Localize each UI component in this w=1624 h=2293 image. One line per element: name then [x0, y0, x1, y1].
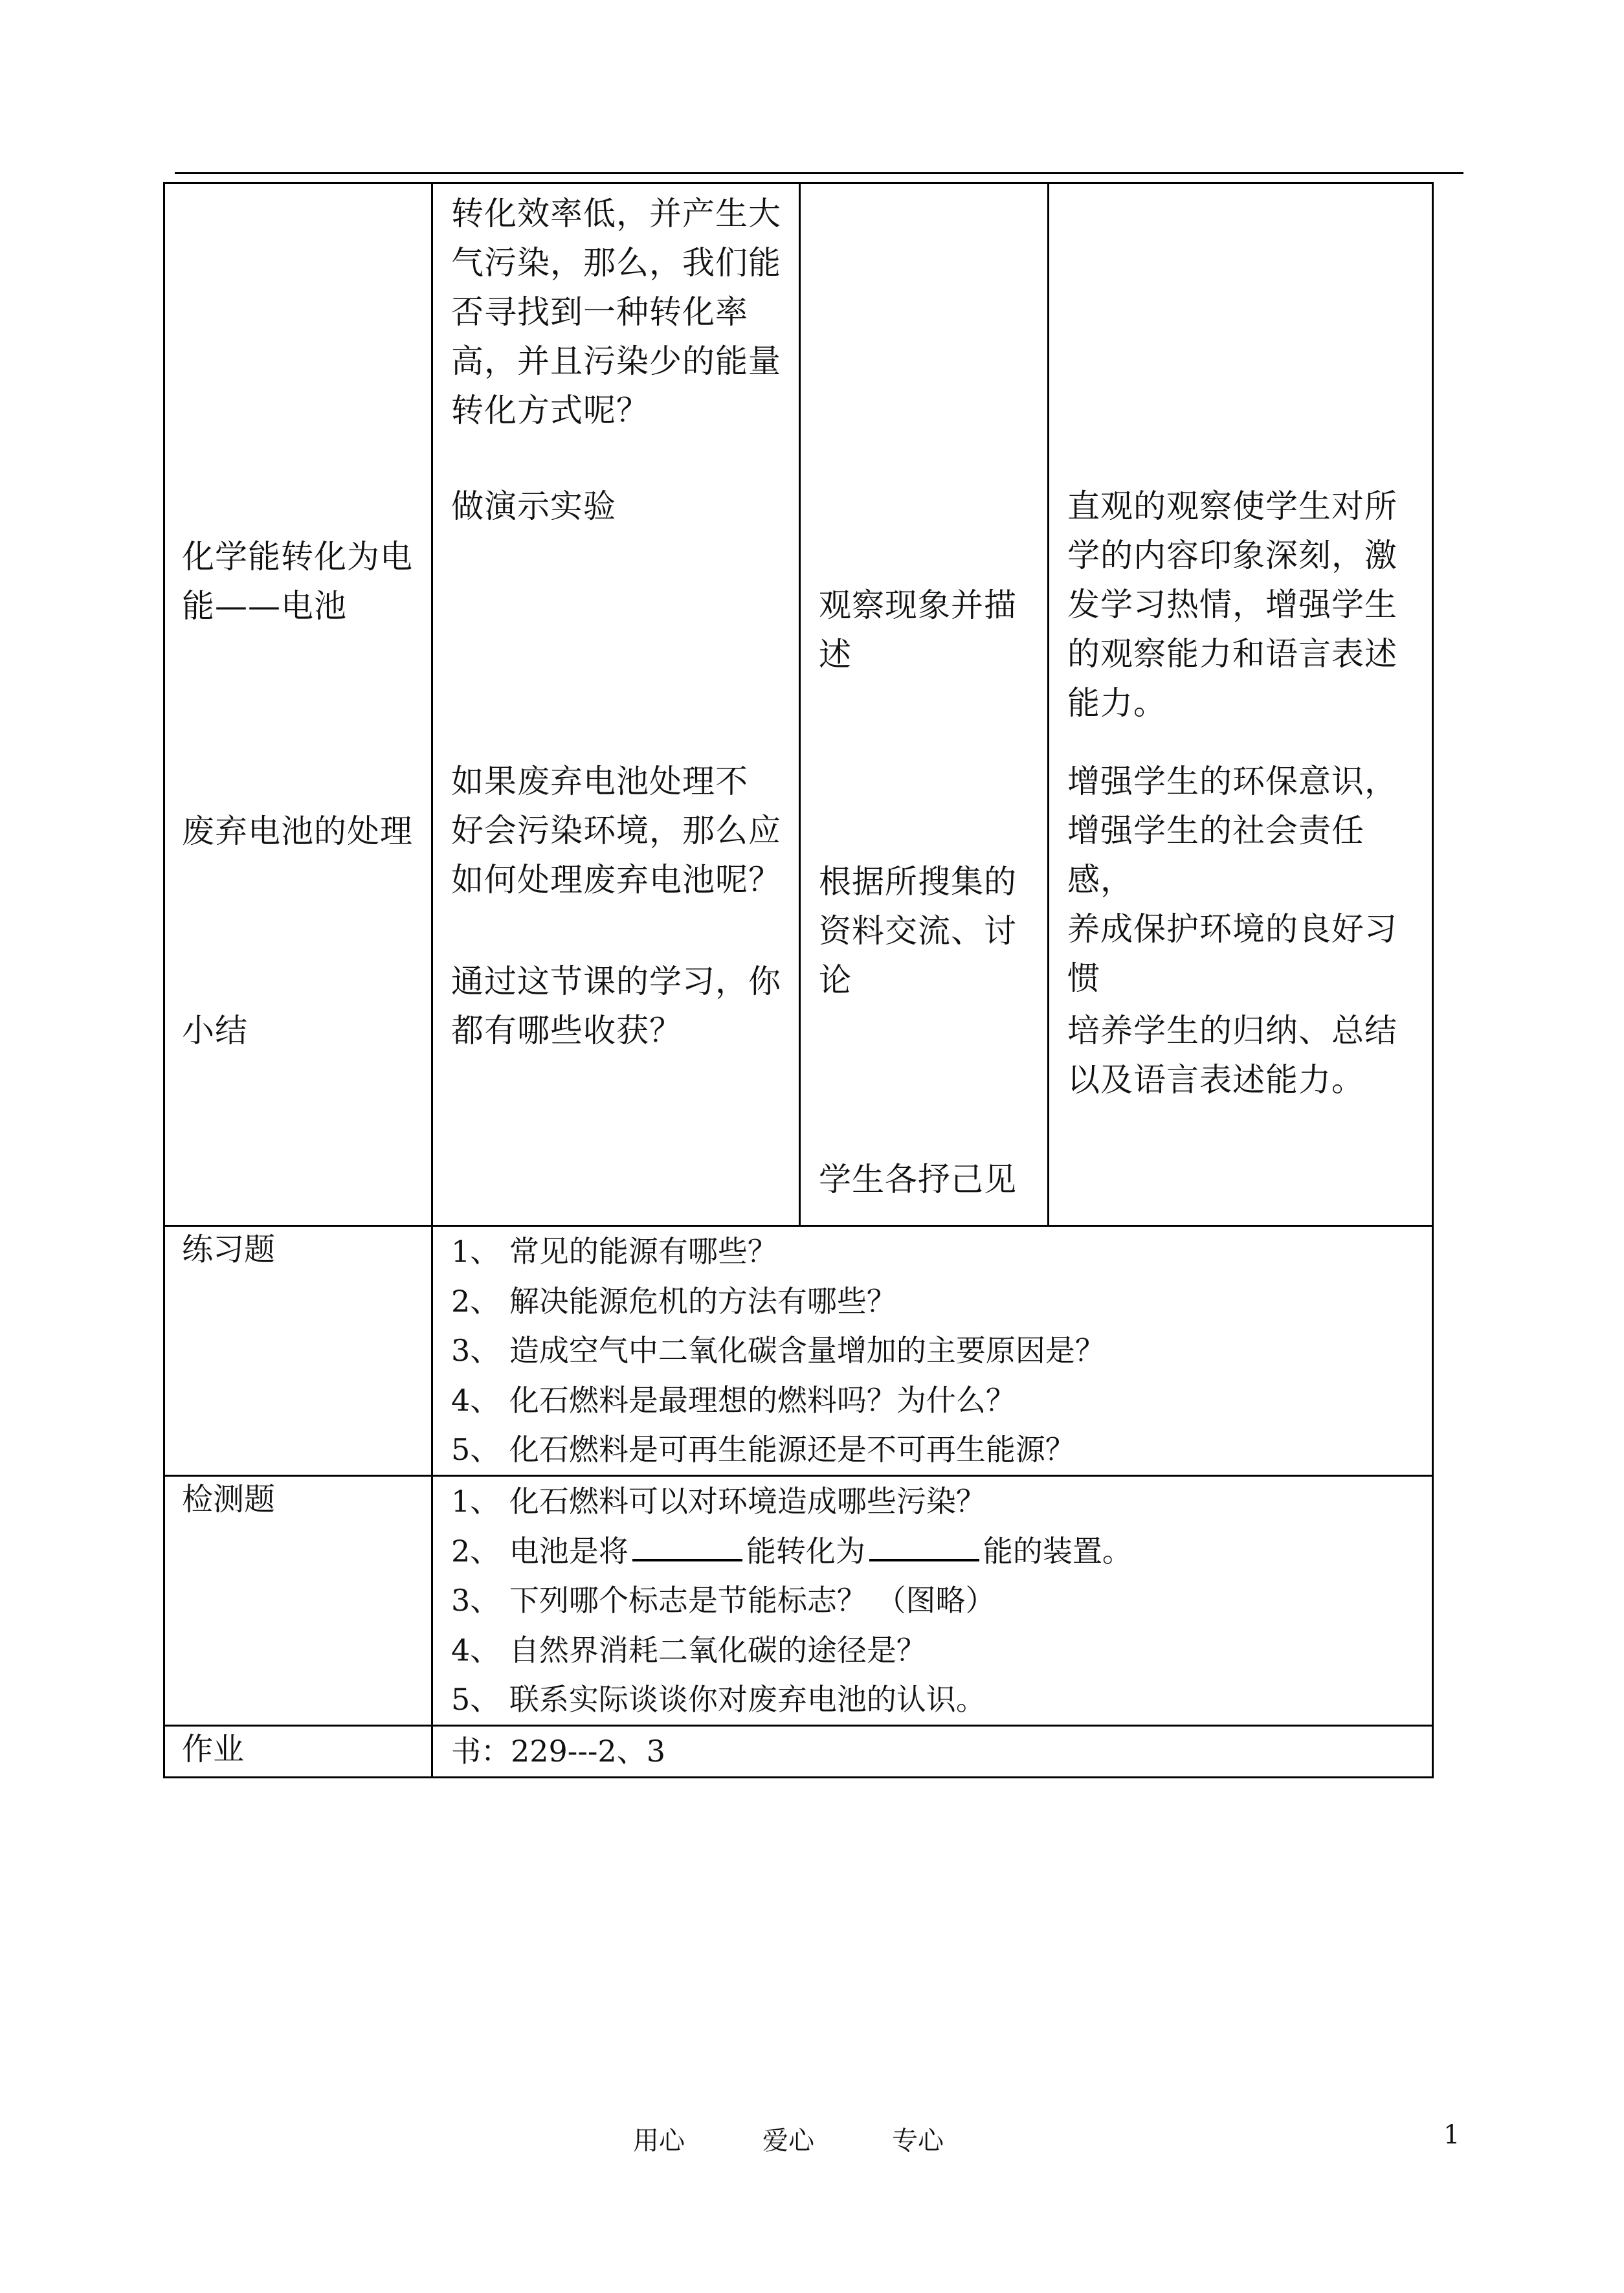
intent-para-3: 培养学生的归纳、总结 以及语言表述能力。 — [1067, 1012, 1397, 1099]
test-row — [164, 1476, 1433, 1726]
practice-label: 练习题 — [164, 1226, 432, 1476]
topic-column — [164, 183, 432, 1226]
student-para-2: 根据所搜集的 资料交流、讨 论 — [819, 863, 1017, 999]
test-list — [432, 1476, 1433, 1726]
teacher-para-2: 做演示实验 — [451, 487, 616, 525]
answer-blank — [869, 1532, 979, 1561]
test-item: 5、 联系实际谈谈你对废弃电池的认识。 — [451, 1682, 986, 1717]
lesson-table — [163, 182, 1434, 1778]
test-item: 3、 下列哪个标志是节能标志？ （图略） — [451, 1583, 996, 1618]
student-para-3: 学生各抒己见 — [819, 1161, 1017, 1198]
test-item-fill-blank: 2、 电池是将 能转化为 能的装置。 — [451, 1527, 1432, 1576]
intent-para-1: 直观的观察使学生对所 学的内容印象深刻，激 发学习热情，增强学生 的观察能力和语言表述 能力。 — [1067, 487, 1397, 722]
answer-blank — [632, 1532, 742, 1561]
footer-word: 专心 — [892, 2126, 944, 2156]
practice-list — [432, 1226, 1433, 1476]
topic-disposal: 废弃电池的处理 — [182, 812, 413, 850]
student-activity-column — [800, 183, 1049, 1226]
topic-summary: 小结 — [182, 1012, 248, 1049]
footer-word: 用心 — [633, 2126, 685, 2156]
practice-item: 5、 化石燃料是可再生能源还是不可再生能源？ — [451, 1432, 1075, 1467]
page-footer — [0, 2120, 1624, 2165]
design-intent-column — [1049, 183, 1433, 1226]
teacher-para-4: 通过这节课的学习，你 都有哪些收获？ — [451, 963, 781, 1049]
practice-item: 2、 解决能源危机的方法有哪些？ — [451, 1283, 896, 1319]
teacher-para-3: 如果废弃电池处理不 好会污染环境，那么应 如何处理废弃电池呢？ — [451, 763, 781, 899]
teacher-activity-column — [432, 183, 800, 1226]
page-number: 1 — [1443, 2120, 1460, 2150]
homework-value: 书：229---2、3 — [432, 1726, 1433, 1778]
homework-label: 作业 — [164, 1726, 432, 1778]
content-row — [164, 183, 1433, 1226]
practice-item: 4、 化石燃料是最理想的燃料吗？为什么？ — [451, 1382, 1016, 1418]
practice-item: 3、 造成空气中二氧化碳含量增加的主要原因是？ — [451, 1333, 1105, 1368]
intent-para-2: 增强学生的环保意识， 增强学生的社会责任感， 养成保护环境的良好习 惯 — [1067, 763, 1397, 997]
practice-row — [164, 1226, 1433, 1476]
student-para-1: 观察现象并描 述 — [819, 587, 1017, 673]
test-label: 检测题 — [164, 1476, 432, 1726]
footer-word: 爱心 — [762, 2126, 814, 2156]
homework-row — [164, 1726, 1433, 1778]
header-rule — [175, 172, 1463, 174]
test-item: 1、 化石燃料可以对环境造成哪些污染？ — [451, 1484, 986, 1519]
topic-battery: 化学能转化为电 能——电池 — [182, 538, 413, 625]
teacher-para-1: 转化效率低，并产生大 气污染，那么，我们能 否寻找到一种转化率 高，并且污染少的能量 转化方式呢？ — [451, 195, 781, 429]
test-item: 4、 自然界消耗二氧化碳的途径是？ — [451, 1632, 926, 1668]
practice-item: 1、 常见的能源有哪些？ — [451, 1234, 777, 1269]
